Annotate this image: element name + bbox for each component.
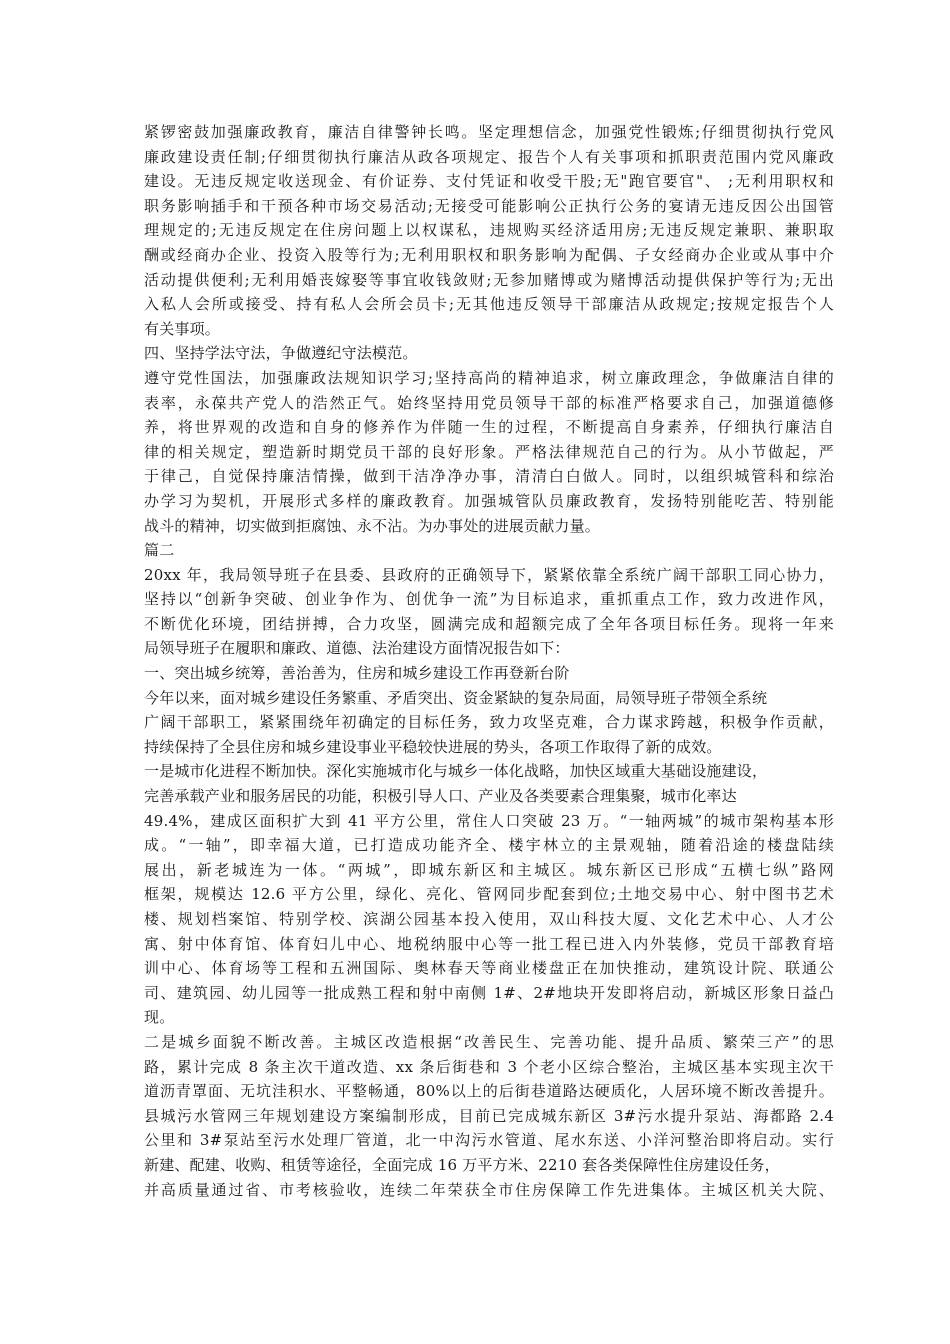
text-line: 49.4%，建成区面积扩大到 41 平方公里，常住人口突破 23 万。“一轴两城”的城市架构基本形 [144,811,834,830]
text-line: 篇二 [144,541,175,560]
text-line: 新建、配建、收购、租赁等途径，全面完成 16 万平方米、2210 套各类保障性住房建设任务， [144,1155,780,1174]
text-line: 四、坚持学法守法，争做遵纪守法模范。 [144,344,418,363]
text-line: 并高质量通过省、市考核验收，连续二年荣获全市住房保障工作先进集体。主城区机关大院、 [144,1180,834,1199]
text-line: 路，累计完成 8 条主次干道改造、xx 条后街巷和 3 个老小区综合整治，主城区基本实现主次干 [144,1057,834,1076]
text-line: 县城污水管网三年规划建设方案编制形成，目前已完成城东新区 3#污水提升泵站、海都路 2.4 [144,1106,834,1125]
text-line: 战斗的精神，切实做到拒腐蚀、永不沾。为办事处的进展贡献力量。 [144,516,601,535]
text-line: 表率，永葆共产党人的浩然正气。始终坚持用党员领导干部的标准严格要求自己，加强道德修 [144,393,834,412]
text-line: 完善承载产业和服务居民的功能，积极引导人口、产业及各类要素合理集聚，城市化率达 [144,787,737,806]
text-line: 寓、射中体育馆、体育妇儿中心、地税纳服中心等一批工程已进入内外装修，党员干部教育培 [144,934,834,953]
text-line: 楼、规划档案馆、特别学校、滨湖公园基本投入使用，双山科技大厦、文化艺术中心、人才公 [144,910,834,928]
text-line: 现。 [144,1008,175,1027]
text-line: 酬或经商办企业、投资入股等行为;无利用职权和职务影响为配偶、子女经商办企业或从事中介 [144,245,834,264]
text-line: 广阔干部职工，紧紧围绕年初确定的目标任务，致力攻坚克难，合力谋求跨越，积极争作贡献， [144,713,834,732]
text-line: 成。“一轴”，即幸福大道，已打造成功能齐全、楼宇林立的主景观轴，随着沿途的楼盘陆续 [144,836,834,855]
text-line: 二是城乡面貌不断改善。主城区改造根据“改善民生、完善功能、提升品质、繁荣三产”的思 [144,1032,834,1051]
text-line: 训中心、体育场等工程和五洲国际、奥林春天等商业楼盘正在加快推动，建筑设计院、联通公 [144,959,834,978]
text-line: 于律己，自觉保持廉洁情操，做到干洁净净办事，清清白白做人。同时，以组织城管科和综治 [144,467,834,486]
text-line: 20xx 年，我局领导班子在县委、县政府的正确领导下，紧紧依靠全系统广阔干部职工同心协力， [144,565,834,584]
text-line: 有关事项。 [144,319,221,338]
text-line: 建设。无违反规定收送现金、有价证券、支付凭证和收受干股;无"跑官要官"、 ;无利用职权和 [144,172,834,191]
text-line: 持续保持了全县住房和城乡建设事业平稳较快进展的势头，各项工作取得了新的成效。 [144,737,722,756]
text-line: 坚持以“创新争突破、创业争作为、创优争一流”为目标追求，重抓重点工作，致力改进作风， [144,590,834,609]
text-line: 不断优化环境，团结拼搏，合力攻坚，圆满完成和超额完成了全年各项目标任务。现将一年来 [144,614,834,633]
text-line: 遵守党性国法，加强廉政法规知识学习;坚持高尚的精神追求，树立廉政理念，争做廉洁自律的 [144,368,834,387]
text-line: 局领导班子在履职和廉政、道德、法治建设方面情况报告如下： [144,639,570,658]
text-line: 职务影响插手和干预各种市场交易活动;无接受可能影响公正执行公务的宴请无违反因公出国管 [144,196,834,215]
text-line: 养，将世界观的改造和自身的修养作为伴随一生的过程，不断提高自身素养，仔细执行廉洁自 [144,418,834,437]
text-line: 紧锣密鼓加强廉政教育，廉洁自律警钟长鸣。坚定理想信念，加强党性锻炼;仔细贯彻执行党风 [144,123,834,141]
text-line: 办学习为契机，开展形式多样的廉政教育。加强城管队员廉政教育，发扬特别能吃苦、特别能 [144,491,834,510]
text-line: 框架，规模达 12.6 平方公里，绿化、亮化、管网同步配套到位;土地交易中心、射中图书艺术 [144,885,834,904]
text-line: 活动提供便利;无利用婚丧嫁娶等事宜收钱敛财;无参加赌博或为赌博活动提供保护等行为;无出 [144,270,834,289]
text-line: 理规定的;无违反规定在住房问题上以权谋私，违规购买经济适用房;无违反规定兼职、兼职取 [144,221,834,240]
text-line: 一是城市化进程不断加快。深化实施城市化与城乡一体化战略，加快区域重大基础设施建设， [144,762,768,781]
text-line: 入私人会所或接受、持有私人会所会员卡;无其他违反领导干部廉洁从政规定;按规定报告个人 [144,295,834,314]
text-line: 展出，新老城连为一体。“两城”，即城东新区和主城区。城东新区已形成“五横七纵”路网 [144,860,834,879]
text-line: 廉政建设责任制;仔细贯彻执行廉洁从政各项规定、报告个人有关事项和抓职责范围内党风廉政 [144,147,834,166]
text-line: 道沥青罩面、无坑洼积水、平整畅通，80%以上的后街巷道路达硬质化，人居环境不断改善提升。 [144,1082,834,1101]
text-line: 司、建筑园、幼儿园等一批成熟工程和射中南侧 1#、2#地块开发即将启动，新城区形象日益凸 [144,983,834,1002]
text-line: 今年以来，面对城乡建设任务繁重、矛盾突出、资金紧缺的复杂局面，局领导班子带领全系统 [144,688,768,707]
text-line: 律的相关规定，塑造新时期党员干部的良好形象。严格法律规范自己的行为。从小节做起，严 [144,442,834,461]
document-body [144,120,834,1202]
text-line: 一、突出城乡统筹，善治善为，住房和城乡建设工作再登新台阶 [144,664,570,683]
text-line: 公里和 3#泵站至污水处理厂管道，北一中沟污水管道、尾水东送、小洋河整治即将启动。实行 [144,1131,834,1150]
